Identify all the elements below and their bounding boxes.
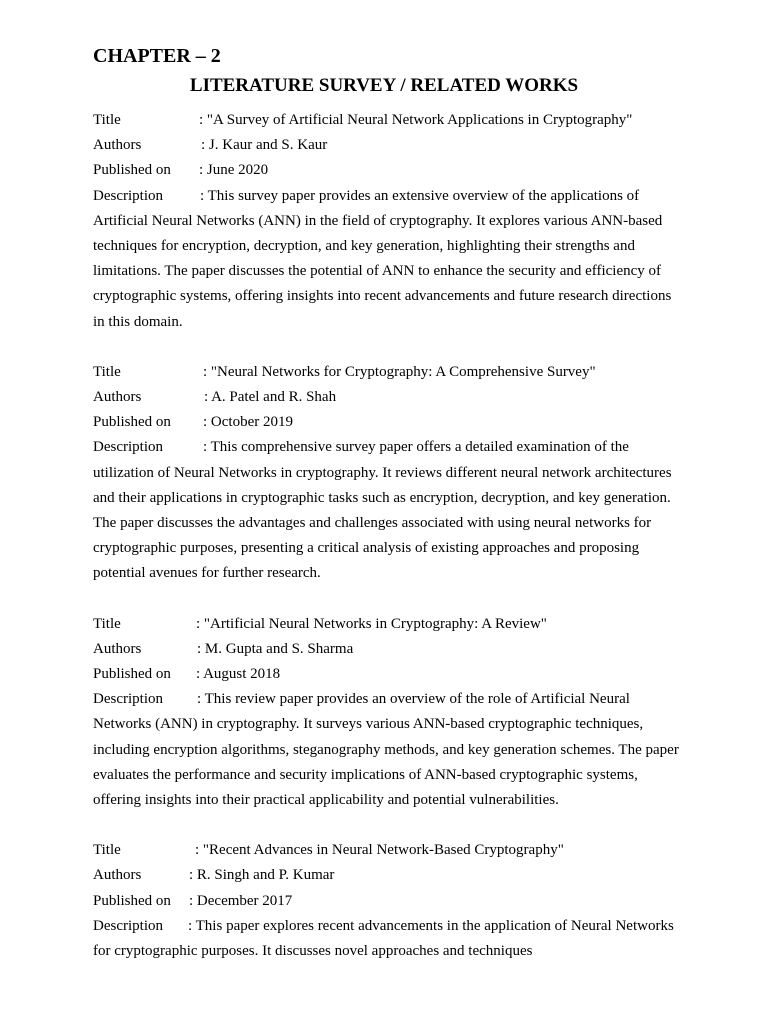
entry-authors: : A. Patel and R. Shah — [204, 389, 337, 406]
literature-entry — [93, 108, 683, 335]
entry-title-row — [93, 838, 683, 863]
description-label: Description — [93, 187, 163, 204]
section-heading: LITERATURE SURVEY / RELATED WORKS — [189, 75, 579, 96]
authors-label: Authors — [93, 640, 142, 657]
entry-published: : December 2017 — [189, 892, 293, 909]
literature-entry — [93, 838, 683, 964]
entry-description — [93, 435, 683, 586]
title-label: Title — [93, 363, 121, 380]
entry-description-text: : This survey paper provides an extensive overview of the applications of Artificial Neural Networks (ANN) in the field of cryptography. It explores various ANN-based techniques for encryption, decryption, and key generation, highlighting their strengths and limitations. The paper discusses the potential of ANN to enhance the security and efficiency of cryptographic systems, offering insights into recent advancements and future research directions in this domain. — [93, 187, 672, 330]
literature-entry — [93, 360, 683, 587]
authors-label: Authors — [93, 137, 142, 154]
entry-published-row — [93, 158, 683, 183]
description-label: Description — [93, 691, 163, 708]
entry-description — [93, 914, 683, 964]
entry-title: : "Neural Networks for Cryptography: A Comprehensive Survey" — [203, 363, 596, 380]
entry-description — [93, 184, 683, 335]
entry-title-row — [93, 108, 683, 133]
entry-published: : August 2018 — [196, 666, 281, 683]
title-label: Title — [93, 112, 121, 128]
entry-authors-row — [93, 385, 683, 410]
published-label: Published on — [93, 414, 171, 431]
entry-description-text: : This review paper provides an overview of the role of Artificial Neural Networks (ANN) in cryptography. It surveys various ANN-based cryptographic techniques, including encryption algorithms, steganography methods, and key generation schemes. The paper evaluates the performance and security implications of ANN-based cryptographic systems, offering insights into their practical applicability and potential vulnerabilities. — [93, 691, 679, 809]
entry-authors: : R. Singh and P. Kumar — [189, 867, 335, 884]
entry-authors: : J. Kaur and S. Kaur — [201, 137, 328, 154]
entry-description — [93, 687, 683, 813]
description-label: Description — [93, 917, 163, 934]
entry-title-row — [93, 360, 683, 385]
entry-published-row — [93, 410, 683, 435]
title-label: Title — [93, 842, 121, 859]
description-label: Description — [93, 439, 163, 456]
entry-published-row — [93, 889, 683, 914]
authors-label: Authors — [93, 389, 142, 406]
entry-description-text: : This comprehensive survey paper offers a detailed examination of the utilization of Neural Networks in cryptography. It reviews different neural network architectures and their applications in cryptographic tasks such as encryption, decryption, and key generation. The paper discusses the advantages and challenges associated with using neural networks for cryptographic purposes, presenting a critical analysis of existing approaches and proposing potential avenues for further research. — [93, 439, 672, 582]
published-label: Published on — [93, 892, 171, 909]
entry-title: : "A Survey of Artificial Neural Network Applications in Cryptography" — [199, 112, 633, 128]
entry-title: : "Artificial Neural Networks in Cryptography: A Review" — [196, 615, 547, 632]
published-label: Published on — [93, 162, 171, 179]
entry-authors-row — [93, 637, 683, 662]
authors-label: Authors — [93, 867, 142, 884]
entry-authors: : M. Gupta and S. Sharma — [197, 640, 354, 657]
entry-title: : "Recent Advances in Neural Network-Based Cryptography" — [195, 842, 564, 859]
entry-published: : June 2020 — [199, 162, 269, 179]
entry-authors-row — [93, 863, 683, 888]
entry-title-row — [93, 612, 683, 637]
document-page — [93, 44, 683, 964]
entry-description-text: : This paper explores recent advancements in the application of Neural Networks for cryptographic purposes. It discusses novel approaches and techniques — [93, 917, 674, 960]
title-label: Title — [93, 615, 121, 632]
entry-published-row — [93, 662, 683, 687]
published-label: Published on — [93, 666, 171, 683]
literature-entry — [93, 612, 683, 814]
entry-published: : October 2019 — [203, 414, 293, 431]
entry-authors-row — [93, 133, 683, 158]
chapter-number: CHAPTER – 2 — [93, 45, 221, 67]
